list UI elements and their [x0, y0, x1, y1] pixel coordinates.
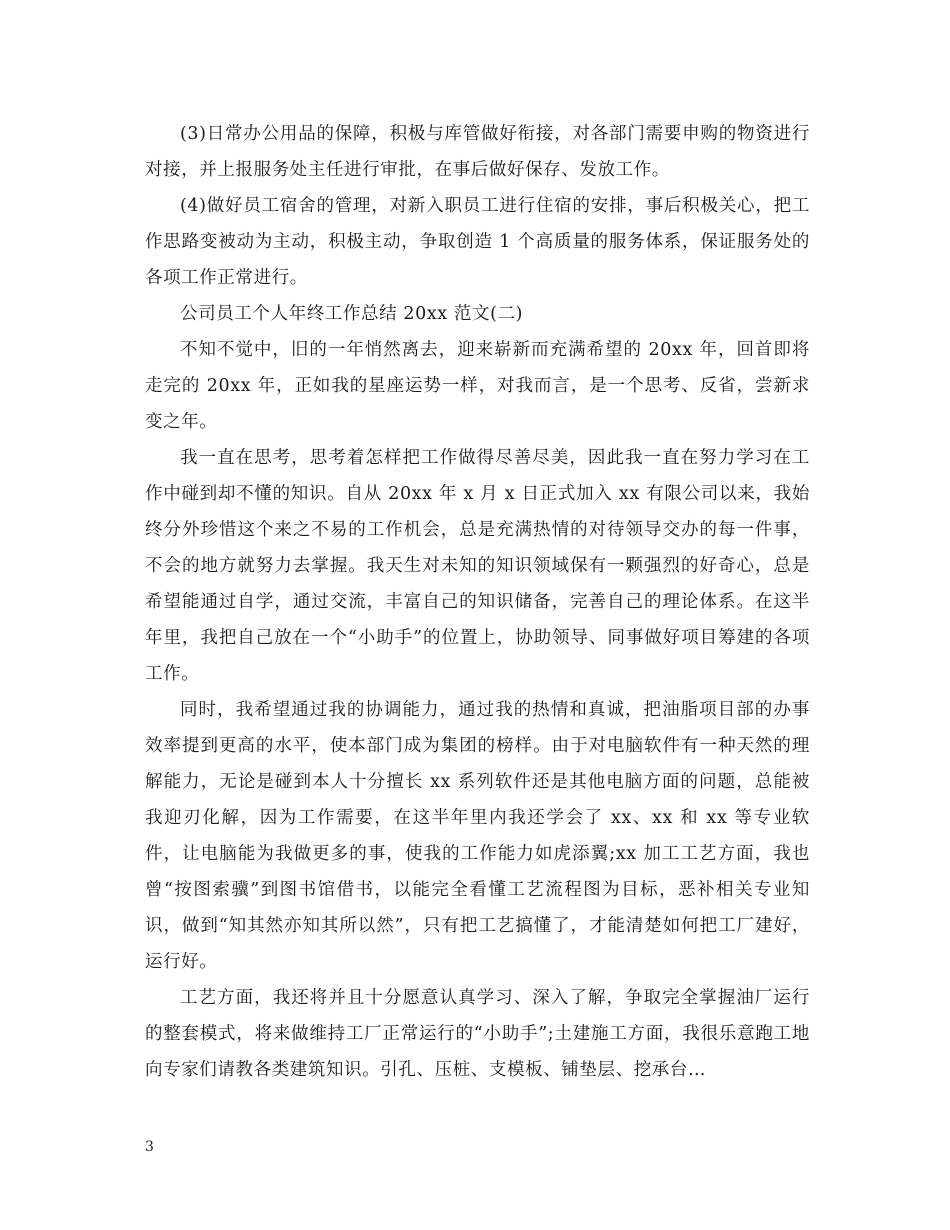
document-body — [145, 116, 810, 1088]
paragraph-intro: 不知不觉中，旧的一年悄然离去，迎来崭新而充满希望的 20xx 年，回首即将走完的 20xx 年，正如我的星座运势一样，对我而言，是一个思考、反省，尝新求变之年。 — [145, 340, 810, 432]
page-number: 3 — [145, 1139, 154, 1155]
paragraph-learning: 我一直在思考，思考着怎样把工作做得尽善尽美，因此我一直在努力学习在工作中碰到却不懂的知识。自从 20xx 年 x 月 x 日正式加入 xx 有限公司以来，我始终分外珍惜这个来之不易的工作机会，总是充满热情的对待领导交办的每一件事，不会的地方就努力去掌握。我天生对未知的知识领域保有一颗强烈的好奇心，总是希望能通过自学，通过交流，丰富自己的知识储备，完善自己的理论体系。在这半年里，我把自己放在一个“小助手”的位置上，协助领导、同事做好项目筹建的各项工作。 — [145, 448, 810, 684]
paragraph-process: 工艺方面，我还将并且十分愿意认真学习、深入了解，争取完全掌握油厂运行的整套模式，将来做维持工厂正常运行的“小助手”;土建施工方面，我很乐意跑工地向专家们请教各类建筑知识。引孔、压桩、支模板、铺垫层、挖承台… — [145, 988, 810, 1080]
paragraph-coordination: 同时，我希望通过我的协调能力，通过我的热情和真诚，把油脂项目部的办事效率提到更高的水平，使本部门成为集团的榜样。由于对电脑软件有一种天然的理解能力，无论是碰到本人十分擅长 xx 系列软件还是其他电脑方面的问题，总能被我迎刃化解，因为工作需要，在这半年里内我还学会了 xx、xx 和 xx 等专业软件，让电脑能为我做更多的事，使我的工作能力如虎添翼;xx 加工工艺方面，我也曾“按图索骥”到图书馆借书，以能完全看懂工艺流程图为目标，恶补相关专业知识，做到“知其然亦知其所以然”，只有把工艺搞懂了，才能清楚如何把工厂建好，运行好。 — [145, 700, 810, 972]
paragraph-dormitory-management: (4)做好员工宿舍的管理，对新入职员工进行住宿的安排，事后积极关心，把工作思路变被动为主动，积极主动，争取创造 1 个高质量的服务体系，保证服务处的各项工作正常进行。 — [145, 196, 810, 288]
section-heading: 公司员工个人年终工作总结 20xx 范文(二) — [180, 304, 524, 324]
paragraph-office-supplies: (3)日常办公用品的保障，积极与库管做好衔接，对各部门需要申购的物资进行对接，并上报服务处主任进行审批，在事后做好保存、发放工作。 — [145, 124, 810, 180]
